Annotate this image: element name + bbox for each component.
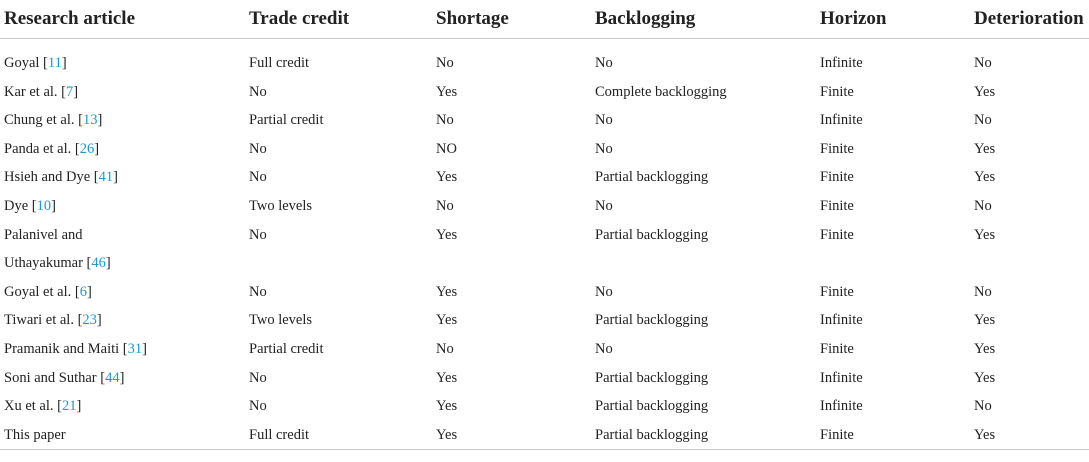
cell-deterioration: No	[974, 112, 992, 129]
article-name: Dye [	[4, 197, 37, 214]
citation-link[interactable]: 46	[91, 255, 106, 272]
cell-deterioration: No	[974, 283, 992, 300]
cell-shortage: NO	[436, 140, 457, 157]
cell-shortage: Yes	[436, 169, 458, 186]
article-name: Uthayakumar [	[4, 255, 92, 272]
cell-shortage: Yes	[436, 369, 458, 386]
cell-research-article	[0, 49, 245, 78]
article-name: Hsieh and Dye [	[4, 169, 99, 186]
cell-deterioration: No	[974, 197, 992, 214]
cell-deterioration: Yes	[974, 340, 996, 357]
citation-bracket: ]	[105, 255, 111, 272]
cell-trade-credit: Two levels	[249, 312, 313, 329]
citation-bracket: ]	[51, 197, 56, 214]
cell-backlogging: No	[595, 55, 613, 71]
citation-link[interactable]: 6	[79, 283, 87, 300]
cell-trade-credit: Full credit	[249, 55, 310, 71]
header-trade-credit: Trade credit	[245, 0, 432, 39]
citation-link[interactable]: 13	[82, 112, 98, 129]
cell-deterioration: Yes	[974, 226, 996, 243]
table-header	[0, 0, 1089, 39]
cell-backlogging: No	[595, 283, 613, 300]
cell-deterioration: No	[974, 55, 992, 71]
cell-research-article	[0, 392, 245, 421]
cell-backlogging: No	[595, 340, 613, 357]
cell-backlogging: Partial backlogging	[595, 369, 709, 386]
header-horizon: Horizon	[816, 0, 970, 39]
citation-bracket: ]	[73, 83, 79, 100]
cell-trade-credit: No	[249, 169, 267, 186]
citation-bracket: ]	[119, 369, 125, 386]
table-row	[0, 278, 1089, 307]
cell-horizon: Finite	[820, 340, 854, 357]
cell-research-article	[0, 278, 245, 307]
cell-deterioration: No	[974, 398, 992, 415]
article-name: Chung et al. [	[4, 112, 83, 129]
cell-trade-credit: Partial credit	[249, 340, 324, 357]
citation-link[interactable]: 11	[47, 55, 62, 71]
citation-bracket: ]	[61, 55, 67, 71]
cell-horizon: Finite	[820, 140, 854, 157]
citation-bracket: ]	[86, 283, 92, 300]
cell-trade-credit: No	[249, 140, 267, 157]
article-name-line	[4, 249, 245, 278]
cell-backlogging: Partial backlogging	[591, 421, 816, 450]
cell-research-article	[0, 221, 245, 278]
citation-link[interactable]: 10	[36, 197, 52, 214]
cell-horizon: Finite	[816, 421, 970, 450]
citation-link[interactable]: 21	[61, 398, 77, 415]
cell-shortage: Yes	[436, 283, 458, 300]
article-name: Xu et al. [	[4, 398, 62, 415]
table-row	[0, 163, 1089, 192]
cell-research-article	[0, 106, 245, 135]
citation-bracket: ]	[113, 169, 118, 186]
cell-horizon: Finite	[820, 197, 854, 214]
citation-bracket: ]	[94, 140, 100, 157]
table-row	[0, 192, 1089, 221]
cell-backlogging: No	[595, 112, 613, 129]
table-row	[0, 364, 1089, 393]
cell-deterioration: Yes	[974, 169, 996, 186]
cell-shortage: Yes	[436, 312, 458, 329]
article-name: Goyal et al. [	[4, 283, 80, 300]
table-row	[0, 335, 1089, 364]
cell-deterioration: Yes	[974, 312, 996, 329]
citation-link[interactable]: 31	[127, 340, 143, 357]
article-name: Soni and Suthar [	[4, 369, 106, 386]
cell-deterioration: Yes	[974, 369, 996, 386]
cell-horizon: Infinite	[820, 112, 863, 129]
cell-deterioration: Yes	[974, 140, 996, 157]
cell-backlogging: Partial backlogging	[595, 226, 709, 243]
cell-backlogging: No	[595, 140, 613, 157]
cell-research-article	[0, 335, 245, 364]
article-name: Panda et al. [	[4, 140, 80, 157]
header-shortage: Shortage	[432, 0, 591, 39]
cell-research-article	[0, 192, 245, 221]
citation-link[interactable]: 7	[66, 83, 74, 100]
citation-bracket: ]	[76, 398, 82, 415]
cell-deterioration: Yes	[974, 83, 996, 100]
cell-trade-credit: No	[249, 398, 267, 415]
cell-research-article	[0, 306, 245, 335]
cell-shortage: Yes	[436, 398, 458, 415]
citation-bracket: ]	[97, 112, 103, 129]
table-row	[0, 392, 1089, 421]
citation-link[interactable]: 41	[98, 169, 114, 186]
table-body	[0, 39, 1089, 450]
table-row	[0, 106, 1089, 135]
cell-backlogging: No	[595, 197, 613, 214]
citation-bracket: ]	[96, 312, 102, 329]
header-row	[0, 0, 1089, 39]
cell-shortage: No	[436, 340, 454, 357]
cell-horizon: Infinite	[820, 369, 863, 386]
cell-shortage: No	[436, 197, 454, 214]
header-backlogging: Backlogging	[591, 0, 816, 39]
cell-shortage: Yes	[436, 226, 458, 243]
cell-research-article	[0, 421, 245, 450]
article-name: Pramanik and Maiti [	[4, 340, 128, 357]
cell-backlogging: Partial backlogging	[595, 169, 709, 186]
table-row	[0, 135, 1089, 164]
cell-trade-credit: Two levels	[249, 197, 313, 214]
cell-trade-credit: No	[249, 369, 267, 386]
cell-research-article	[0, 78, 245, 107]
citation-link[interactable]: 23	[82, 312, 97, 329]
table-row	[0, 49, 1089, 78]
citation-link[interactable]: 26	[79, 140, 95, 157]
article-name: Tiwari et al. [	[4, 312, 83, 329]
cell-trade-credit: Partial credit	[249, 112, 324, 129]
cell-research-article	[0, 135, 245, 164]
cell-deterioration: Yes	[970, 421, 1089, 450]
cell-trade-credit: No	[249, 226, 267, 243]
cell-horizon: Finite	[820, 169, 854, 186]
article-name: Kar et al. [	[4, 83, 66, 100]
article-name-line: Palanivel and	[4, 226, 83, 243]
table-row	[0, 221, 1089, 278]
article-name: This paper	[4, 426, 66, 443]
header-deterioration: Deterioration	[970, 0, 1089, 39]
cell-research-article	[0, 163, 245, 192]
article-name: Goyal [	[4, 55, 48, 71]
spacer-row	[0, 39, 1089, 50]
cell-horizon: Finite	[820, 83, 854, 100]
cell-trade-credit: No	[249, 283, 267, 300]
table-row	[0, 421, 1089, 450]
cell-backlogging: Complete backlogging	[595, 83, 727, 100]
cell-backlogging: Partial backlogging	[595, 312, 709, 329]
cell-research-article	[0, 364, 245, 393]
cell-backlogging: Partial backlogging	[595, 398, 709, 415]
table-row	[0, 78, 1089, 107]
cell-trade-credit: Full credit	[245, 421, 432, 450]
cell-trade-credit: No	[249, 83, 267, 100]
table-row	[0, 306, 1089, 335]
cell-horizon: Infinite	[820, 398, 863, 415]
cell-horizon: Finite	[820, 283, 854, 300]
cell-horizon: Infinite	[820, 312, 863, 329]
spacer-cell	[0, 39, 1089, 50]
cell-shortage: No	[436, 112, 454, 129]
citation-bracket: ]	[142, 340, 147, 357]
citation-link[interactable]: 44	[105, 369, 120, 386]
cell-shortage: Yes	[432, 421, 591, 450]
cell-horizon: Finite	[820, 226, 854, 243]
cell-shortage: No	[436, 55, 454, 71]
header-research-article: Research article	[0, 0, 245, 39]
cell-shortage: Yes	[436, 83, 458, 100]
cell-horizon: Infinite	[820, 55, 863, 71]
